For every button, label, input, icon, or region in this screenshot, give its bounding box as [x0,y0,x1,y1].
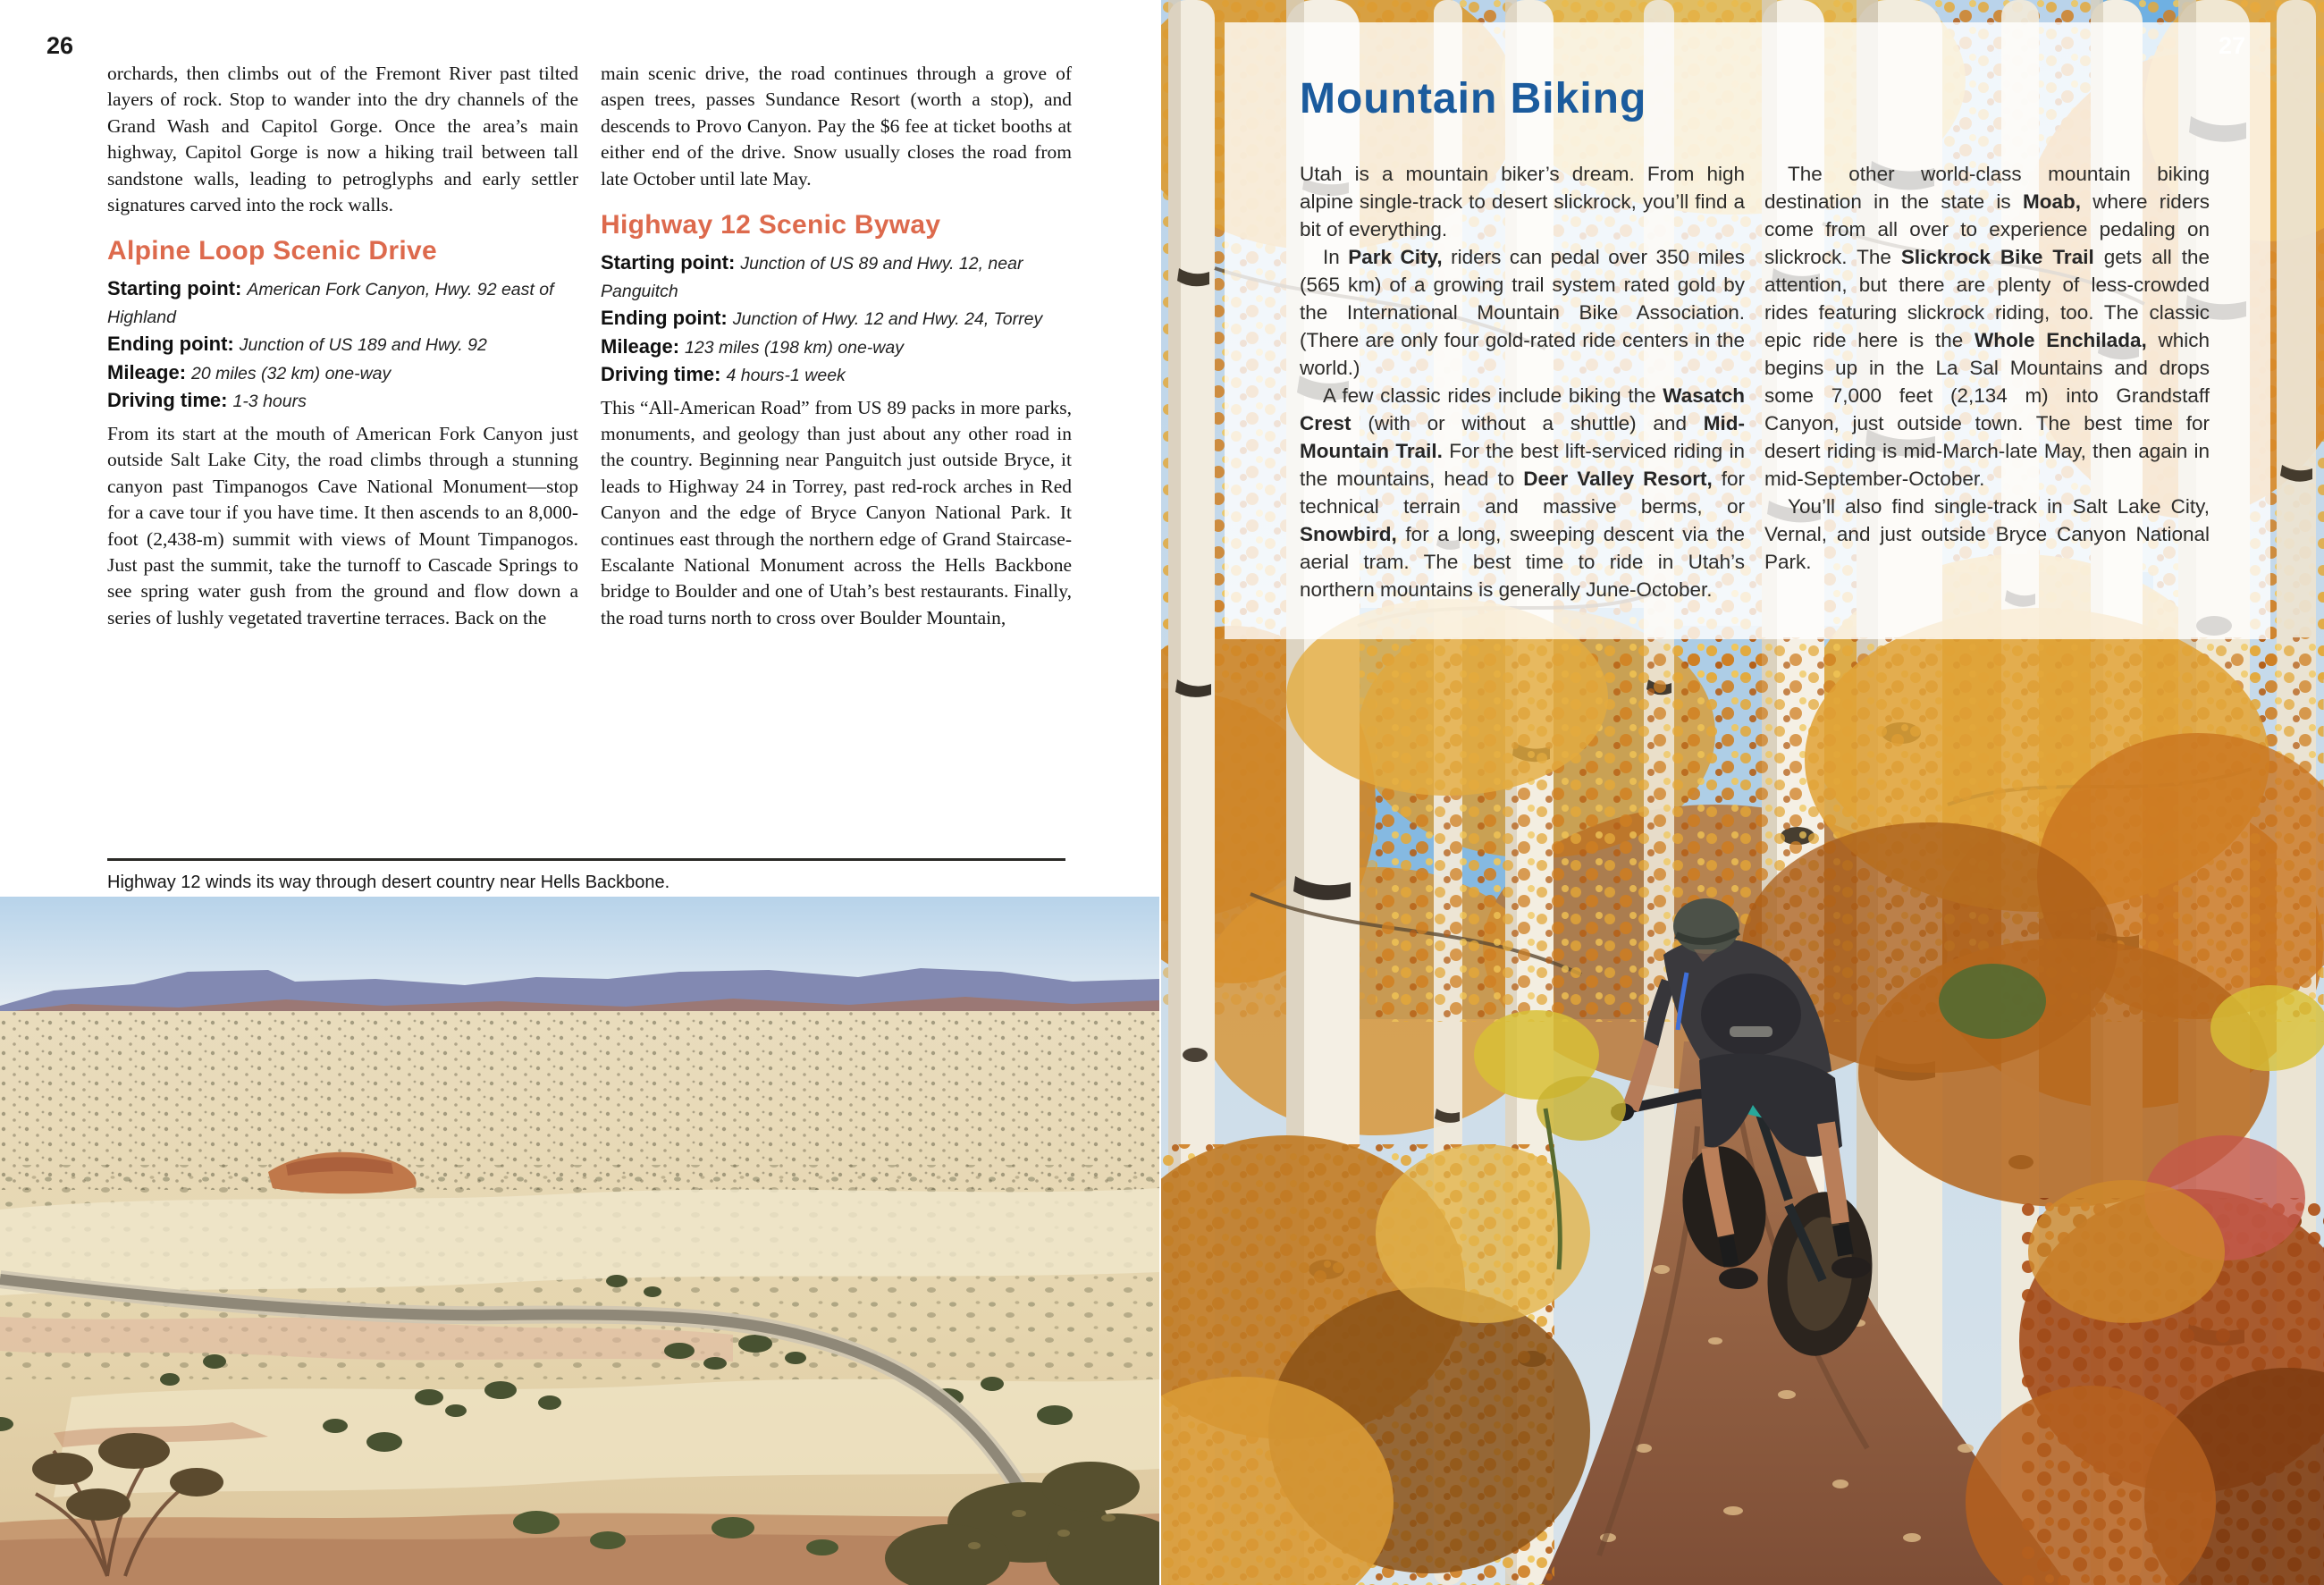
left-column-2 [601,61,1072,631]
detail-value: 123 miles (198 km) one-way [685,337,904,358]
detail-value: Junction of Hwy. 12 and Hwy. 24, Torrey [732,309,1043,330]
detail-label: Driving time: [601,363,721,386]
right-sock [1840,1225,1846,1255]
backpack [1701,974,1801,1056]
detail-driving-time [107,387,578,416]
paragraph-highway-12-body: This “All-American Road” from US 89 packs in more parks, monuments, and geology than just about any other road in the country. Beginning near Panguitch just outside Bryce, it leads to Highway 24 in Torrey, past red-rock arches in Red Canyon and the edge of Bryce Canyon National Park. It continues east through the northern edge of Grand Staircase-Escalante National Monument across the Hells Backbone bridge to Boulder and one of Utah’s best restaurants. Finally, the road turns north to cross over Boulder Mountain, [601,396,1072,628]
paragraph-alpine-loop-continued: main scenic drive, the road continues through a grove of aspen trees, passes Sundance Resort (worth a stop), and descends to Provo Canyon. Pay the $6 fee at ticket booths at either end of the drive. Snow usually closes the road from late October until late May. [601,63,1072,190]
detail-label: Mileage: [601,334,680,358]
left-column-1 [107,61,578,631]
detail-driving-time [601,361,1072,390]
paragraph-capitol-gorge: orchards, then climbs out of the Fremont River past tilted layers of rock. Stop to wander into the dry channels of the Grand Wash and Capitol Gorge. Once the area’s main highway, Capitol Gorge is now a hiking trail between tall sandstone walls, leading to petroglyphs and early settler signatures carved into the rock walls. [107,63,578,216]
detail-label: Ending point: [601,307,728,330]
paragraph-intro: Utah is a mountain biker’s dream. From high alpine single-track to desert slickrock, you’ll find a bit of everything. [1300,163,1745,240]
paragraph-alpine-loop-body: From its start at the mouth of American Fork Canyon just outside Salt Lake City, the road climbs through a stunning canyon past Timpanogos Cave National Monument—stop for a cave tour if you have time. It then ascends to an 8,000-foot (2,438-m) summit with views of Mount Timpanogos. Just past the summit, take the turnoff to Cascade Springs to see spring water gush from the ground and flow down a series of lushly vegetated travertine terraces. Back on the [107,422,578,628]
detail-label: Ending point: [107,333,234,356]
photo-caption: Highway 12 winds its way through desert country near Hells Backbone. [107,873,670,892]
detail-label: Mileage: [107,360,187,384]
detail-value: 4 hours-1 week [726,366,846,386]
paragraph-park-city: In Park City, riders can pedal over 350 miles (565 km) of a growing trail system rated gold by the International Mountain Bike Association. (There are only four gold-rated ride centers in the world.) [1300,246,1745,379]
paragraph-single-track: You’ll also find single-track in Salt Lake City, Vernal, and just outside Bryce Canyon National Park. [1764,495,2210,573]
paragraph-classic-rides: A few classic rides include biking the Wasatch Crest (with or without a shuttle) and Mid-Mountain Trail. For the best lift-serviced riding in the mountains, head to Deer Valley Resort, for technical terrain and massive berms, or Snowbird, for a long, sweeping descent via the aerial tram. The best time to ride in Utah’s northern mountains is generally June-October. [1300,384,1745,601]
detail-starting-point [601,249,1072,305]
bottom-right-foliage [1966,1135,2324,1585]
panel-title: Mountain Biking [1300,75,1647,122]
panel-column-1 [1300,160,1745,603]
left-sock [1726,1237,1731,1266]
detail-value: Junction of US 89 and Hwy. 12, near Panguitch [601,254,1023,301]
detail-label: Driving time: [107,389,228,412]
detail-label: Starting point: [601,251,736,274]
detail-mileage [107,359,578,388]
bottom-left-foliage [1161,1135,1590,1585]
detail-value: 1-3 hours [232,392,307,412]
caption-rule [107,858,1065,861]
panel-column-2 [1764,160,2210,603]
panel-columns [1300,160,2211,603]
detail-label: Starting point: [107,277,242,300]
desert-canyon-photo [0,897,1159,1585]
detail-mileage [601,333,1072,362]
left-shoe [1719,1268,1758,1289]
mountain-biking-panel [1225,22,2270,639]
heading-highway-12: Highway 12 Scenic Byway [601,210,941,240]
detail-ending-point [107,331,578,359]
left-page-number: 26 [46,32,74,59]
detail-ending-point [601,305,1072,333]
detail-value: 20 miles (32 km) one-way [191,363,392,384]
heading-alpine-loop: Alpine Loop Scenic Drive [107,236,437,266]
detail-value: American Fork Canyon, Hwy. 92 east of Highland [107,280,554,327]
detail-value: Junction of US 189 and Hwy. 92 [239,335,487,356]
detail-starting-point [107,275,578,331]
paragraph-moab: The other world-class mountain biking destination in the state is Moab, where riders come from all over to experience pedaling on slickrock. The Slickrock Bike Trail gets all the attention, but there are plenty of less-crowded rides featuring slickrock riding, too. The classic epic ride here is the Whole Enchilada, which begins up in the La Sal Mountains and drops some 7,000 feet (2,134 m) into Grandstaff Canyon, just outside town. The best time for desert riding is mid-March-late May, then again in mid-September-October. [1764,163,2210,490]
helmet [1673,898,1739,954]
right-shoe [1831,1257,1871,1278]
